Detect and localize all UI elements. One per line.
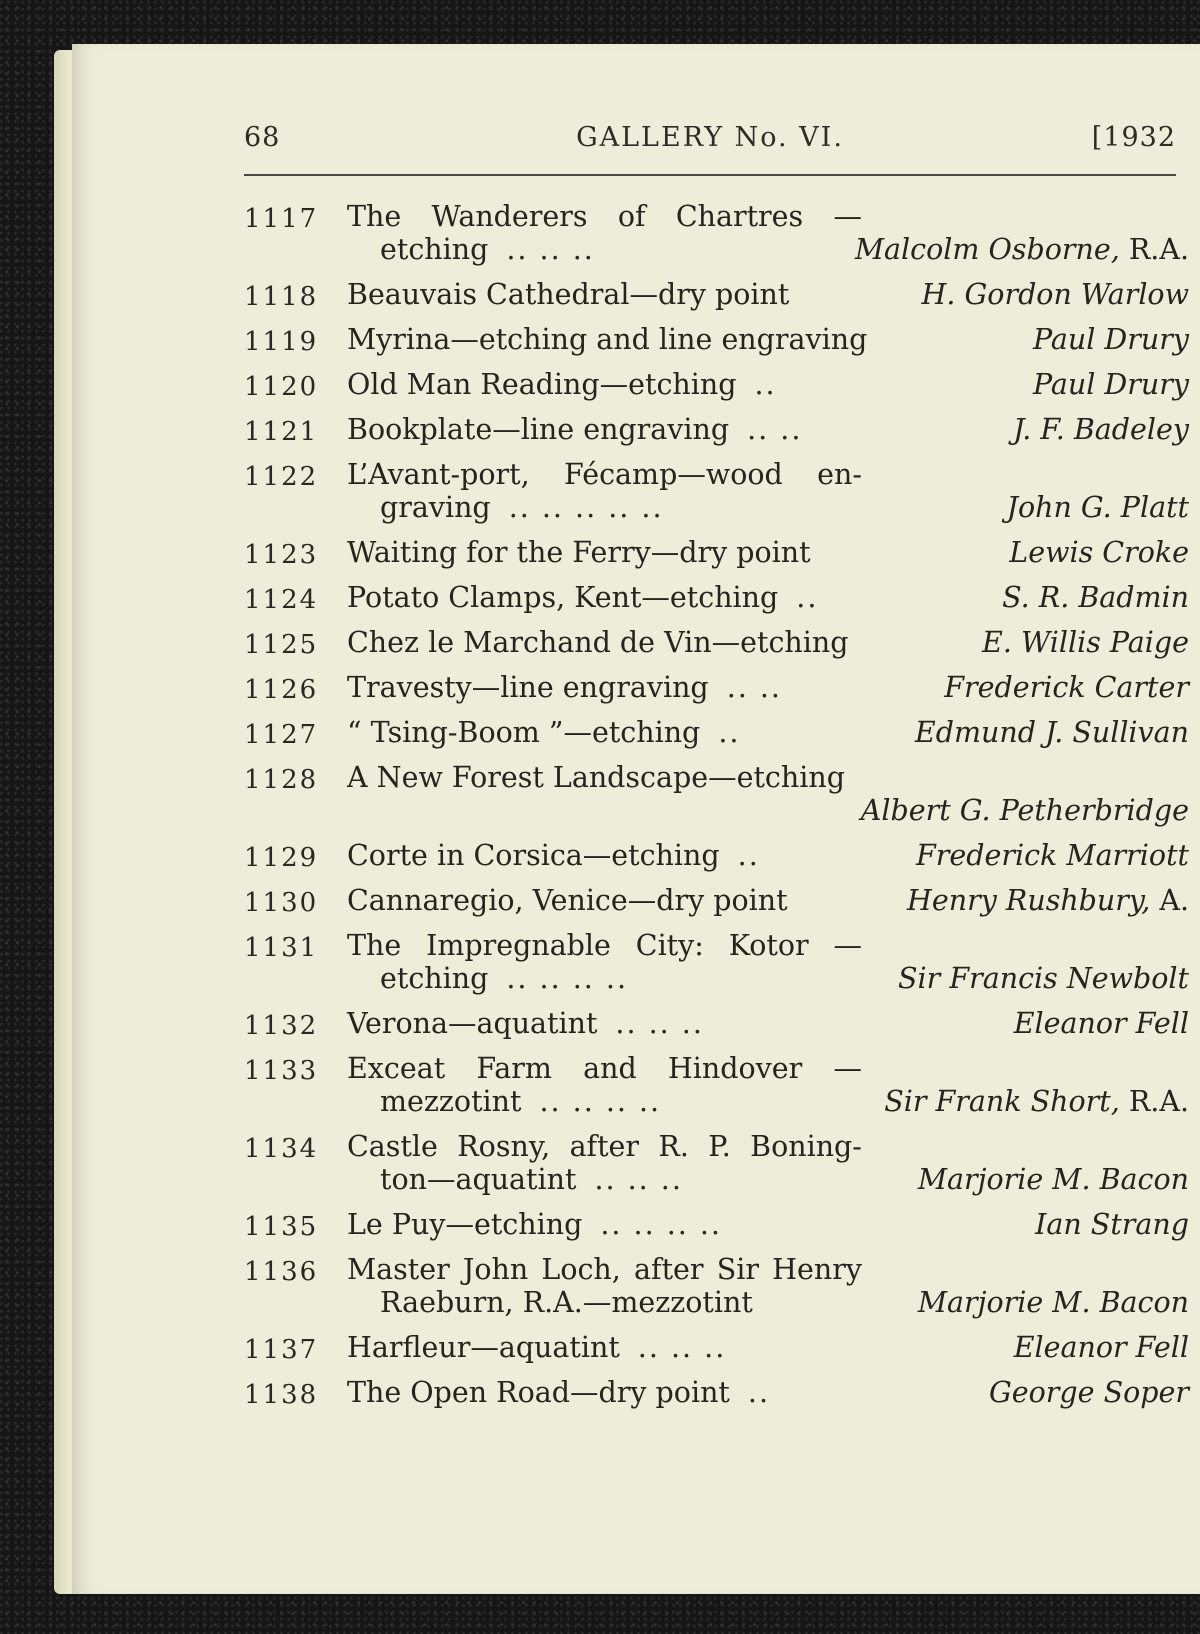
entry-title-word: Henry (772, 1253, 862, 1286)
catalogue-entry (244, 200, 1189, 266)
entry-title-word: Impregnable (426, 929, 611, 962)
entry-title-continued: graving (380, 491, 491, 524)
entry-number: 1128 (244, 765, 319, 795)
entry-title: Myrina—etching and line engraving (347, 323, 868, 356)
entry-title (347, 1253, 862, 1286)
dot-leader: .. .. .. .. .. (508, 491, 664, 524)
entry-line (347, 368, 1189, 401)
entry-number: 1138 (244, 1380, 319, 1410)
dot-leader: .. (718, 716, 741, 749)
entry-title-continued: etching (380, 233, 489, 266)
entry-title-word: Castle (347, 1130, 438, 1163)
artist-name: Frederick Carter (944, 671, 1189, 704)
entry-number: 1119 (244, 327, 319, 357)
entry-body (347, 1331, 1189, 1364)
entry-title: Cannaregio, Venice—dry point (347, 884, 788, 917)
header-rule (244, 174, 1176, 176)
entry-body (347, 1376, 1189, 1409)
artist-name: George Soper (988, 1376, 1189, 1409)
artist-name: Eleanor Fell (1013, 1331, 1189, 1364)
entry-title-word: R. (658, 1130, 689, 1163)
entry-title-word: The (347, 200, 402, 233)
entry-title-word: L’Avant-port, (347, 458, 530, 491)
entry-body (347, 1007, 1189, 1040)
entry-line (347, 671, 1189, 704)
entry-body (347, 368, 1189, 401)
entry-body (347, 581, 1189, 614)
entry-title-word: — (833, 1052, 862, 1085)
entry-line (347, 1007, 1189, 1040)
entry-title-word: en- (817, 458, 862, 491)
entry-number: 1137 (244, 1335, 319, 1365)
entry-line (347, 1286, 1189, 1319)
entry-body (347, 884, 1189, 917)
entry-title-word: and (583, 1052, 637, 1085)
entry-artist (908, 1163, 1189, 1196)
dot-leader: .. .. (747, 413, 803, 446)
catalogue-entry (244, 839, 1189, 872)
page-title: GALLERY No. VI. (576, 122, 844, 153)
entry-number: 1126 (244, 675, 319, 705)
entry-body (347, 458, 1189, 524)
entry-body (347, 626, 1189, 659)
entry-body (347, 1052, 1189, 1118)
entry-artist (992, 581, 1189, 614)
catalogue-entries (244, 200, 1189, 1421)
entry-title-word: Master (347, 1253, 450, 1286)
catalogue-entry (244, 929, 1189, 995)
entry-title-word: Sir (716, 1253, 759, 1286)
catalogue-entry (244, 884, 1189, 917)
entry-number: 1129 (244, 843, 319, 873)
entry-title-word: Fécamp—wood (564, 458, 783, 491)
artist-name: John G. Platt (1006, 491, 1189, 524)
entry-body (347, 323, 1189, 356)
entry-line (347, 962, 1189, 995)
catalogue-entry (244, 761, 1189, 827)
entry-line (347, 233, 1189, 266)
artist-suffix: R.A. (1119, 233, 1189, 266)
catalogue-entry (244, 1007, 1189, 1040)
artist-name: Ian Strang (1035, 1208, 1189, 1241)
catalogue-entry (244, 716, 1189, 749)
entry-title: Harfleur—aquatint (347, 1331, 620, 1364)
entry-line (347, 884, 1189, 917)
entry-title: Le Puy—etching (347, 1208, 583, 1241)
dot-leader: .. (737, 839, 760, 872)
entry-title-word: Chartres (675, 200, 804, 233)
artist-name: Sir Francis Newbolt (898, 962, 1189, 995)
entry-body (347, 413, 1189, 446)
artist-name: Malcolm Osborne, (854, 233, 1120, 266)
entry-body (347, 536, 1189, 569)
catalogue-entry (244, 1208, 1189, 1241)
artist-name: Sir Frank Short, (884, 1085, 1120, 1118)
catalogue-entry (244, 278, 1189, 311)
entry-artist (972, 626, 1189, 659)
entry-artist (1004, 1331, 1189, 1364)
page-header (244, 122, 1176, 178)
entry-title (347, 458, 862, 491)
entry-number: 1118 (244, 282, 319, 312)
entry-artist (908, 1286, 1189, 1319)
entry-number: 1136 (244, 1257, 319, 1287)
entry-artist (845, 233, 1189, 266)
entry-number: 1134 (244, 1134, 319, 1164)
entry-number: 1117 (244, 204, 319, 234)
entry-artist (906, 839, 1189, 872)
entry-line (347, 716, 1189, 749)
entry-line (347, 1163, 1189, 1196)
entry-title: Old Man Reading—etching (347, 368, 737, 401)
catalogue-entry (244, 458, 1189, 524)
entry-title: Corte in Corsica—etching (347, 839, 720, 872)
entry-line (347, 323, 1189, 356)
entry-artist (1023, 368, 1189, 401)
entry-artist (905, 716, 1189, 749)
dot-leader: .. .. .. .. (506, 962, 629, 995)
entry-title-word: Exceat (347, 1052, 446, 1085)
dot-leader: .. (754, 368, 777, 401)
catalogue-entry (244, 368, 1189, 401)
entry-number: 1123 (244, 540, 319, 570)
dot-leader: .. .. (726, 671, 782, 704)
entry-body (347, 200, 1189, 266)
entry-body (347, 671, 1189, 704)
artist-name: Marjorie M. Bacon (917, 1286, 1189, 1319)
dot-leader: .. .. .. (594, 1163, 683, 1196)
entry-artist (912, 278, 1189, 311)
entry-number: 1122 (244, 462, 319, 492)
entry-title-continued: etching (380, 962, 489, 995)
entry-title-word: Boning- (750, 1130, 862, 1163)
entry-title-word: Kotor (728, 929, 809, 962)
dot-leader: .. (796, 581, 819, 614)
entry-title-word: P. (708, 1130, 731, 1163)
entry-title-word: Farm (476, 1052, 552, 1085)
entry-body (347, 761, 1189, 827)
entry-body (347, 839, 1189, 872)
dot-leader: .. .. .. .. (539, 1085, 662, 1118)
dot-leader: .. .. .. .. (600, 1208, 722, 1241)
entry-number: 1120 (244, 372, 319, 402)
entry-artist (1004, 1007, 1189, 1040)
entry-line (347, 491, 1189, 524)
entry-body (347, 1208, 1189, 1241)
entry-title-word: after (569, 1130, 640, 1163)
artist-name: Marjorie M. Bacon (917, 1163, 1189, 1196)
artist-name: Paul Drury (1033, 323, 1189, 356)
entry-number: 1125 (244, 630, 319, 660)
dot-leader: .. .. .. (506, 233, 595, 266)
entry-artist (897, 884, 1189, 917)
entry-body (347, 1130, 1189, 1196)
entry-title-word: Loch, (541, 1253, 621, 1286)
artist-name: Henry Rushbury, (907, 884, 1151, 917)
entry-number: 1132 (244, 1011, 319, 1041)
artist-name: Eleanor Fell (1013, 1007, 1189, 1040)
catalogue-entry (244, 1130, 1189, 1196)
entry-number: 1121 (244, 417, 319, 447)
entry-line (347, 626, 1189, 659)
entry-number: 1131 (244, 933, 319, 963)
entry-number: 1124 (244, 585, 319, 615)
entry-title: Beauvais Cathedral—dry point (347, 278, 790, 311)
entry-title: The Open Road—dry point (347, 1376, 730, 1409)
catalogue-entry (244, 1052, 1189, 1118)
catalogue-entry (244, 413, 1189, 446)
entry-artist (1003, 413, 1189, 446)
entry-title-word: Wanderers (431, 200, 588, 233)
entry-title-continued: ton—aquatint (380, 1163, 577, 1196)
entry-line (347, 278, 1189, 311)
entry-title (347, 200, 862, 233)
entry-title-continued: mezzotint (380, 1085, 522, 1118)
entry-title-word: after (634, 1253, 704, 1286)
entry-title (347, 1130, 862, 1163)
dot-leader: .. .. .. (615, 1007, 704, 1040)
entry-body (347, 278, 1189, 311)
artist-name: H. Gordon Warlow (921, 278, 1189, 311)
entry-title-word: The (347, 929, 402, 962)
dot-leader: .. .. .. (637, 1331, 727, 1364)
entry-line (347, 1376, 1189, 1409)
entry-title: Verona—aquatint (347, 1007, 598, 1040)
entry-line (347, 581, 1189, 614)
entry-number: 1130 (244, 888, 319, 918)
catalogue-entry (244, 1331, 1189, 1364)
catalogue-entry (244, 1376, 1189, 1409)
artist-name: Frederick Marriott (915, 839, 1189, 872)
entry-title: Potato Clamps, Kent—etching (347, 581, 779, 614)
entry-number: 1127 (244, 720, 319, 750)
artist-name: Edmund J. Sullivan (914, 716, 1189, 749)
entry-body (347, 716, 1189, 749)
entry-title-word: — (833, 200, 862, 233)
entry-artist (979, 1376, 1189, 1409)
entry-title-word: City: (635, 929, 704, 962)
entry-artist (1023, 323, 1189, 356)
page-number: 68 (244, 122, 281, 153)
entry-title: Travesty—line engraving (347, 671, 709, 704)
entry-number: 1135 (244, 1212, 319, 1242)
entry-line (347, 1085, 1189, 1118)
entry-title-word: of (617, 200, 646, 233)
entry-line (347, 1208, 1189, 1241)
catalogue-entry (244, 581, 1189, 614)
catalogue-entry (244, 626, 1189, 659)
entry-artist (874, 1085, 1189, 1118)
artist-name: Lewis Croke (1009, 536, 1189, 569)
entry-title-word: John (462, 1253, 529, 1286)
entry-title (347, 929, 862, 962)
entry-artist (997, 491, 1189, 524)
entry-artist (934, 671, 1189, 704)
entry-line (347, 761, 1189, 794)
entry-artist: Albert G. Petherbridge (860, 794, 1189, 827)
artist-name: S. R. Badmin (1002, 581, 1189, 614)
entry-title: Bookplate—line engraving (347, 413, 730, 446)
dot-leader: .. (747, 1376, 771, 1409)
entry-line (347, 839, 1189, 872)
entry-title: Chez le Marchand de Vin—etching (347, 626, 849, 659)
catalogue-entry (244, 536, 1189, 569)
artist-suffix: R.A. (1119, 1085, 1189, 1118)
entry-title: A New Forest Landscape—etching (347, 761, 845, 794)
artist-name: Paul Drury (1033, 368, 1189, 401)
entry-title: “ Tsing-Boom ”—etching (347, 716, 701, 749)
entry-title-word: Hindover (667, 1052, 803, 1085)
artist-suffix: A. (1150, 884, 1189, 917)
entry-title: Waiting for the Ferry—dry point (347, 536, 811, 569)
artist-name: E. Willis Paige (982, 626, 1189, 659)
entry-title-continued: Raeburn, R.A.—mezzotint (380, 1286, 753, 1319)
entry-artist (1025, 1208, 1189, 1241)
entry-line (347, 413, 1189, 446)
entry-body (347, 1253, 1189, 1319)
catalogue-entry (244, 323, 1189, 356)
entry-title-word: Rosny, (457, 1130, 551, 1163)
entry-line (347, 536, 1189, 569)
entry-artist (999, 536, 1189, 569)
entry-title (347, 1052, 862, 1085)
entry-number: 1133 (244, 1056, 319, 1086)
entry-artist (888, 962, 1189, 995)
catalogue-entry (244, 671, 1189, 704)
header-year: [1932 (1091, 122, 1176, 153)
entry-body (347, 929, 1189, 995)
entry-line (347, 1331, 1189, 1364)
catalogue-entry (244, 1253, 1189, 1319)
artist-name: J. F. Badeley (1013, 413, 1189, 446)
entry-title-word: — (833, 929, 862, 962)
